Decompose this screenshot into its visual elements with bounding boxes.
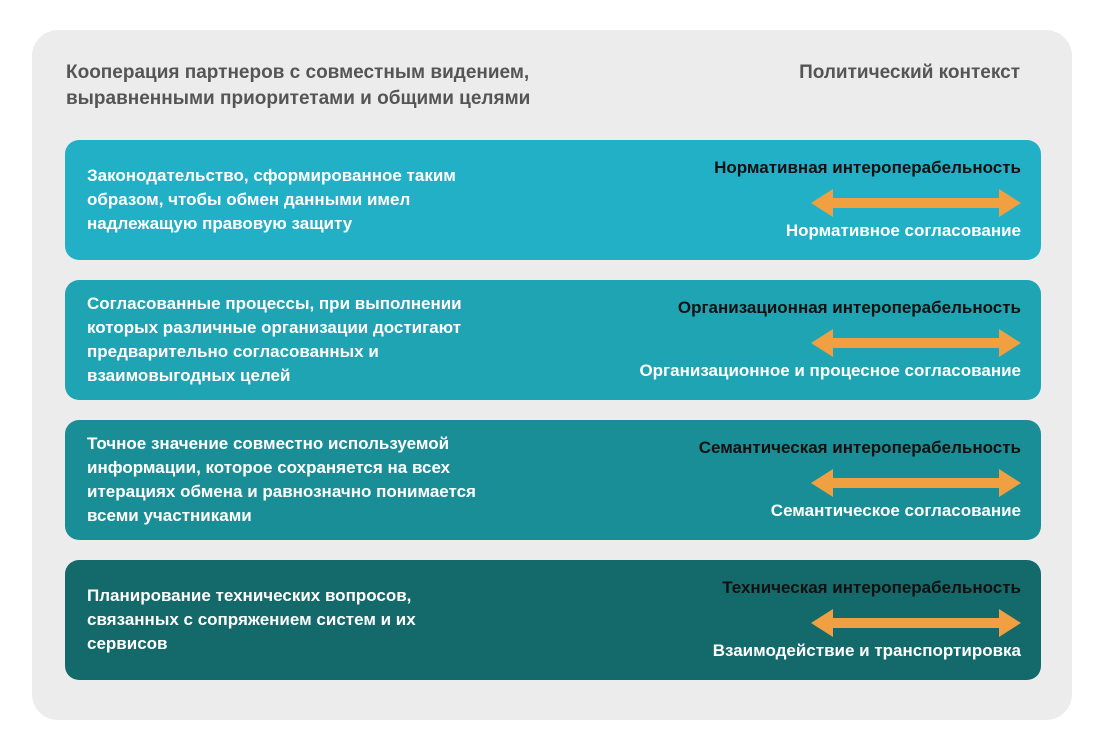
double-arrow-icon <box>811 608 1021 638</box>
context-heading <box>66 60 626 112</box>
layer-subtitle: Нормативное согласование <box>785 221 1021 240</box>
layer-subtitle: Взаимодействие и транспортировка <box>712 641 1021 660</box>
layer-row-technical <box>65 560 1041 680</box>
double-arrow-icon <box>811 468 1021 498</box>
layer-row-legal <box>65 140 1041 260</box>
layer-description: Законодательство, сформированное таким образом, чтобы обмен данными имел надлежащую правовую защиту <box>87 166 456 233</box>
layer-description: Планирование технических вопросов, связанных с сопряжением систем и их сервисов <box>87 586 416 653</box>
layer-term: Семантическая интероперабельность <box>698 438 1021 457</box>
context-heading-line-1: Кооперация партнеров с совместным видением, <box>66 62 530 83</box>
layer-subtitle: Семантическое согласование <box>770 501 1021 520</box>
double-arrow-icon <box>811 188 1021 218</box>
layer-term: Нормативная интероперабельность <box>714 158 1021 177</box>
layer-term: Техническая интероперабельность <box>722 578 1021 597</box>
layer-description: Точное значение совместно используемой информации, которое сохраняется на всех итерациях обмена и равнозначно понимается всеми участниками <box>87 434 476 525</box>
context-heading-line-2: выравненными приоритетами и общими целями <box>66 88 531 109</box>
layer-description: Согласованные процессы, при выполнении которых различные организации достигают предварительно согласованных и взаимовыгодных целей <box>87 294 462 385</box>
layer-term: Организационная интероперабельность <box>677 298 1021 317</box>
layer-row-organizational <box>65 280 1041 400</box>
layer-subtitle: Организационное и процесное согласование <box>639 361 1021 380</box>
layer-row-semantic <box>65 420 1041 540</box>
diagram-panel <box>32 30 1072 720</box>
double-arrow-icon <box>811 328 1021 358</box>
political-context-heading: Политический контекст <box>799 62 1020 83</box>
